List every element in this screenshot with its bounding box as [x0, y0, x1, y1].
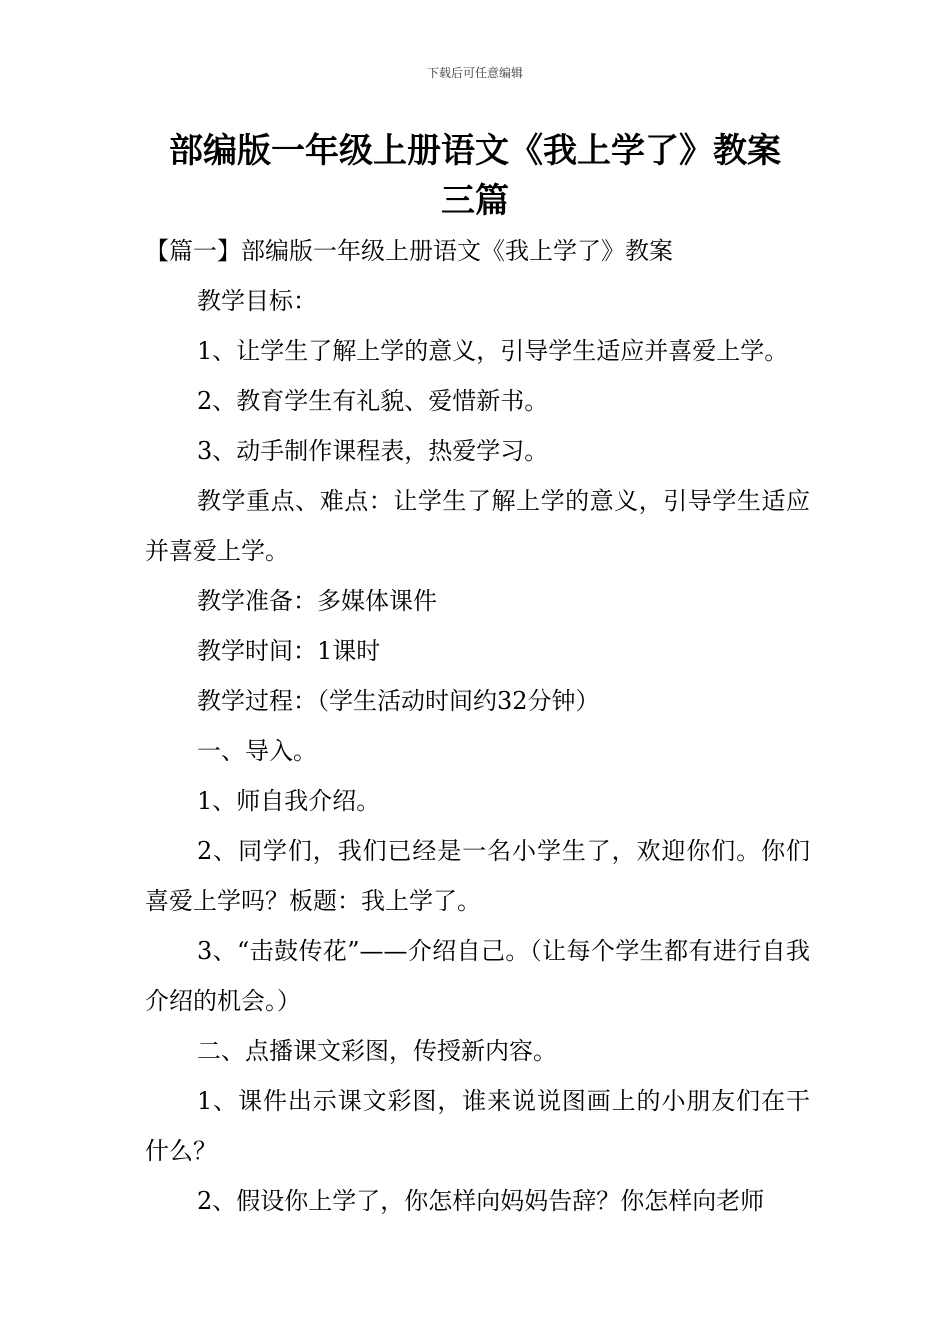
header-note: 下载后可任意编辑: [426, 66, 523, 80]
title-line-2: 三篇: [441, 181, 509, 221]
document-title: [140, 126, 810, 226]
paragraph-objective-3: 3、动手制作课程表，热爱学习。: [197, 437, 549, 465]
paragraph-new-content-1: 1、课件出示课文彩图，谁来说说图画上的小朋友们在干什么？: [145, 1087, 810, 1165]
paragraph-intro-1: 1、师自我介绍。: [197, 787, 381, 815]
paragraph-intro-2: 2、同学们，我们已经是一名小学生了，欢迎你们。你们喜爱上学吗？板题：我上学了。: [145, 837, 810, 915]
paragraph-objective-1: 1、让学生了解上学的意义，引导学生适应并喜爱上学。: [197, 337, 789, 365]
document-body: [145, 226, 810, 1226]
paragraph-intro-heading: 一、导入。: [197, 737, 317, 765]
paragraph-process: 教学过程：（学生活动时间约32分钟）: [197, 687, 600, 715]
paragraph-new-content-2: 2、假设你上学了，你怎样向妈妈告辞？你怎样向老师: [197, 1187, 765, 1215]
paragraph-time: 教学时间：1课时: [197, 637, 381, 665]
title-line-1: 部编版一年级上册语文《我上学了》教案: [169, 131, 781, 171]
paragraph-objectives-heading: 教学目标：: [197, 287, 317, 315]
paragraph-intro-3: 3、“击鼓传花”——介绍自己。（让每个学生都有进行自我介绍的机会。）: [145, 937, 810, 1015]
paragraph-new-content-heading: 二、点播课文彩图，传授新内容。: [197, 1037, 557, 1065]
paragraph-preparation: 教学准备：多媒体课件: [197, 587, 437, 615]
paragraph-objective-2: 2、教育学生有礼貌、爱惜新书。: [197, 387, 549, 415]
section-heading: 【篇一】部编版一年级上册语文《我上学了》教案: [145, 237, 673, 265]
paragraph-key-points: 教学重点、难点：让学生了解上学的意义，引导学生适应并喜爱上学。: [145, 487, 810, 565]
